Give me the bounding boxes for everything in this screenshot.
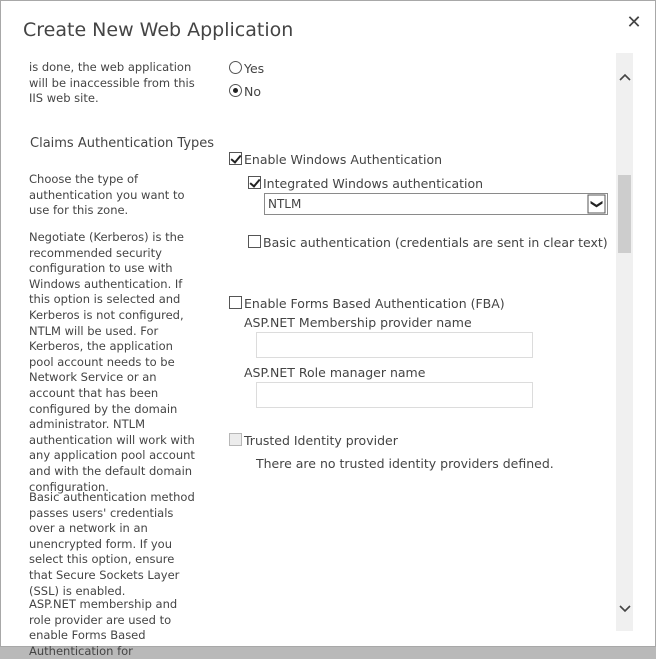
radio-no-label: No xyxy=(244,84,261,99)
membership-provider-input[interactable] xyxy=(256,332,533,358)
radio-yes-label: Yes xyxy=(244,61,265,76)
auth-provider-select[interactable] xyxy=(264,193,608,215)
dialog-title: Create New Web Application xyxy=(23,19,294,41)
aspnet-description: ASP.NET membership and role provider are used to enable Forms Based Authentication for xyxy=(29,597,178,658)
basic-auth-label: Basic authentication (credentials are sent in clear text) xyxy=(263,235,608,250)
dialog-content xyxy=(3,53,615,658)
enable-windows-auth-checkbox[interactable] xyxy=(229,152,242,165)
scrollbar-thumb[interactable] xyxy=(618,175,631,253)
close-icon[interactable]: ✕ xyxy=(626,12,642,33)
integrated-windows-auth-label: Integrated Windows authentication xyxy=(263,176,484,191)
enable-windows-auth-label: Enable Windows Authentication xyxy=(244,152,443,167)
auth-type-description: Choose the type of authentication you want to use for this zone. xyxy=(29,172,185,218)
kerberos-description: Negotiate (Kerberos) is the recommended security configuration to use with Windows authentication. If this option is selected and Kerberos is not configured, NTLM will be used. For Kerberos, the application pool account needs to be Network Service or an account that has been configured by the domain administrator. NTLM authentication will work with any application pool account and with the default domain configuration. xyxy=(29,230,195,494)
chevron-up-icon[interactable] xyxy=(616,69,633,86)
role-manager-input[interactable] xyxy=(256,382,533,408)
iis-description-text: is done, the web application will be inaccessible from this IIS web site. xyxy=(29,60,195,106)
trusted-identity-checkbox xyxy=(229,433,242,446)
enable-fba-checkbox[interactable] xyxy=(229,296,242,309)
chevron-down-icon[interactable]: ❯ xyxy=(588,195,606,214)
radio-no[interactable] xyxy=(229,84,242,97)
chevron-down-icon[interactable] xyxy=(616,601,633,618)
integrated-windows-auth-checkbox[interactable] xyxy=(248,176,261,189)
radio-yes[interactable] xyxy=(229,61,242,74)
trusted-identity-label: Trusted Identity provider xyxy=(244,433,398,448)
section-title-claims-auth: Claims Authentication Types xyxy=(30,136,215,151)
basic-auth-checkbox[interactable] xyxy=(248,235,261,248)
membership-provider-label: ASP.NET Membership provider name xyxy=(244,315,472,330)
auth-provider-select-value: NTLM xyxy=(268,197,302,211)
role-manager-label: ASP.NET Role manager name xyxy=(244,365,426,380)
vertical-scrollbar[interactable] xyxy=(616,53,633,631)
enable-fba-label: Enable Forms Based Authentication (FBA) xyxy=(244,296,505,311)
basic-auth-description: Basic authentication method passes users' credentials over a network in an unencrypted form. If you select this option, ensure that Secure Sockets Layer (SSL) is enabled. xyxy=(29,490,195,598)
no-trusted-providers-text: There are no trusted identity providers defined. xyxy=(256,456,554,471)
